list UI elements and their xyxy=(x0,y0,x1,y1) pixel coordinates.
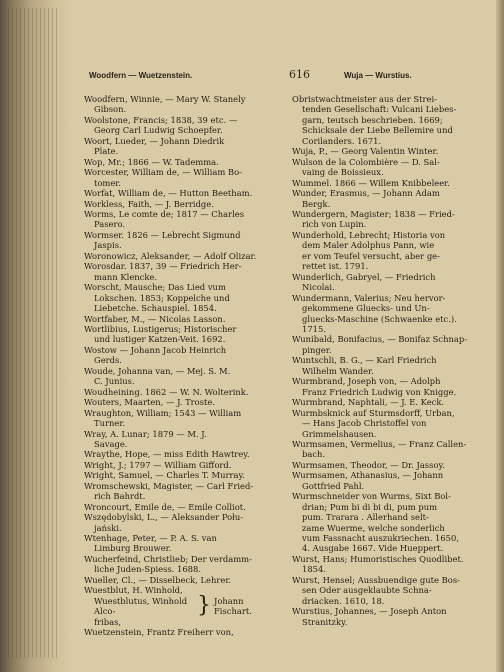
index-entry: Wunder, Erasmus, — Johann Adam Bergk. xyxy=(292,188,440,209)
index-entry-brace-group xyxy=(84,585,278,627)
index-entry: Wortfaber, M., — Nicolas Lasson. xyxy=(84,313,226,324)
index-entry: Wunderlich, Gabryel, — Friedrich Nicolai. xyxy=(292,271,436,293)
index-entry: Wop, Mr.; 1866 — W. Tademma. xyxy=(84,156,219,167)
index-entry: Wray, A. Lunar; 1879 — M. J. Savage. xyxy=(84,428,207,449)
index-entry: Wraythe, Hope, — miss Edith Hawtrey. xyxy=(84,449,250,460)
index-entry: Obristwachtmeister aus der Strei- tenden Gesellschaft: Vulcani Liebes- garn, teutsch beschrieben. 1669; Schicksale der Liebe Bellemire und Corilanders. 1671. xyxy=(292,94,457,146)
index-entry: Woolstone, Francis; 1838, 39 etc. — Georg Carl Ludwig Schoepfer. xyxy=(84,114,238,136)
index-entry: Wortlibius, Lustigerus; Historischer und lustiger Katzen-Veit. 1692. xyxy=(84,323,237,345)
index-entry: Wromschewski, Magister, — Carl Fried- rich Bahrdt. xyxy=(84,480,254,502)
index-entry: Wostow — Johann Jacob Heinrich Gerds. xyxy=(84,344,227,366)
index-entry: Wtenhage, Peter, — P. A. S. van Limburg Brouwer. xyxy=(84,533,217,554)
index-entry: Wurmschneider von Wurms, Sixt Bol- drian; Pum bi di bi di, pum pum pum. Trarara . Allerhand selt- zame Wuerme, welche sonderlich vum Fassnacht auszukriechen. 1650, 4. Ausgabe 1667. Vide Hueppert. xyxy=(292,491,459,554)
running-header xyxy=(84,68,484,82)
index-entry: Wurmsamen, Theodor, — Dr. Jassoy. xyxy=(292,459,445,470)
index-entry: Wurstius, Johannes, — Joseph Anton Stranitzky. xyxy=(292,606,447,627)
brace-target: Johann Fischart. xyxy=(214,595,252,617)
index-entry: Wummel. 1866 — Willem Knibbeleer. xyxy=(292,177,450,188)
index-entry: Wuetzenstein, Frantz Freiherr von, xyxy=(84,627,234,638)
index-entry: Wurmbsknick auf Sturmsdorff, Urban, — Hans Jacob Christoffel von Grimmelshausen. xyxy=(292,407,455,439)
index-entry: Wunderhold, Lebrecht; Historia von dem Maler Adolphus Pann, wie er vom Teufel versucht, aber ge- rettet ist. 1791. xyxy=(292,229,446,272)
header-left: Woodfern — Wuetzenstein. xyxy=(89,71,193,80)
index-entry: Worfat, William de, — Hutton Beetham. xyxy=(84,188,253,199)
page-gutter xyxy=(0,0,72,672)
index-entry: Wright, J.; 1797 — William Gifford. xyxy=(84,459,232,470)
index-entry: Wurmbrand, Naphtali, — J. E. Keck. xyxy=(292,397,445,408)
index-entry: Wurst, Hensel; Aussbuendige gute Bos- sen Oder ausgeklaubte Schna- driacken. 1610, 18. xyxy=(292,574,460,606)
index-entry: Wurmsamen, Athanasius, — Johann Gottfried Pahl. xyxy=(292,470,444,491)
index-entry: Wurmsamen, Vermelius, — Franz Callen- bach. xyxy=(292,438,467,460)
index-entry: Worms, Le comte de; 1817 — Charles Pasero. xyxy=(84,208,245,230)
index-entry: Woudheining. 1862 — W. N. Wolterink. xyxy=(84,386,249,397)
index-entry: Wuja, P., — Georg Valentin Winter. xyxy=(292,146,439,157)
brace-names: Wuestblut, H. Winhold, Wuestblutus, Winhold Alco- fribas, xyxy=(84,585,188,627)
index-entry: Worscht, Mausche; Das Lied vum Lokschen. 1853; Koppelche und Liebetche. Schauspiel. 1854. xyxy=(84,282,230,314)
index-entry: Wueller, Cl., — Disselbeck, Lehrer. xyxy=(84,574,232,585)
brace-symbol: } xyxy=(197,593,211,619)
index-entry: Wszędobylski, L., — Aleksander Połu- jański. xyxy=(84,512,244,533)
index-entry: Wright, Samuel, — Charles T. Murray. xyxy=(84,470,245,481)
page-number: 616 xyxy=(289,68,310,81)
index-entry: Workless, Faith, — J. Berridge. xyxy=(84,198,214,209)
index-entry: Woude, Johanna van, — Mej. S. M. C. Junius. xyxy=(84,365,231,387)
index-entry: Wulson de la Colombière — D. Sal- vaing de Boissieux. xyxy=(292,156,440,178)
page-right-edge xyxy=(496,0,504,672)
page-edge-lines xyxy=(8,8,60,658)
index-entry: Wraughton, William; 1543 — William Turner. xyxy=(84,407,242,429)
index-entry: Wunibald, Bonifacius, — Bonifaz Schnap- pinger. xyxy=(292,334,468,355)
index-entry: Woort, Lueder, — Johann Diedrik Plate. xyxy=(84,135,225,157)
index-entry: Wundergern, Magister; 1838 — Fried- rich von Lupin. xyxy=(292,208,455,230)
index-entry: Worosdar. 1837, 39 — Friedrich Her- mann Klencke. xyxy=(84,261,242,282)
index-entry: Worcester, William de, — William Bo- tomer. xyxy=(84,167,243,188)
right-column xyxy=(292,94,486,654)
index-entry: Woodfern, Winnie, — Mary W. Stanely Gibson. xyxy=(84,94,246,115)
left-column xyxy=(84,94,278,654)
header-right: Wuja — Wurstius. xyxy=(344,71,412,80)
index-entry: Wormser. 1826 — Lebrecht Sigmund Jaspis. xyxy=(84,229,241,251)
index-entry: Wucherfeind, Christlieb; Der verdamm- liche Juden-Spiess. 1688. xyxy=(84,553,252,575)
index-entry: Wundermann, Valerius; Neu hervor- gekommene Gluecks- und Un- gluecks-Maschine (Schwaenke etc.). 1715. xyxy=(292,292,457,334)
index-entry: Wurmbrand, Joseph von, — Adolph Franz Friedrich Ludwig von Knigge. xyxy=(292,376,457,397)
index-entry: Wuntschli, B. G., — Karl Friedrich Wilhelm Wander. xyxy=(292,355,437,376)
index-entry: Wurst, Hans; Humoristisches Quodlibet. 1854. xyxy=(292,553,464,575)
index-entry: Wouters, Maarten, — J. Troste. xyxy=(84,397,216,408)
index-entry: Woronowicz, Aleksander, — Adolf Olizar. xyxy=(84,250,257,261)
index-entry: Wroncourt, Emile de, — Emile Colliot. xyxy=(84,501,246,512)
